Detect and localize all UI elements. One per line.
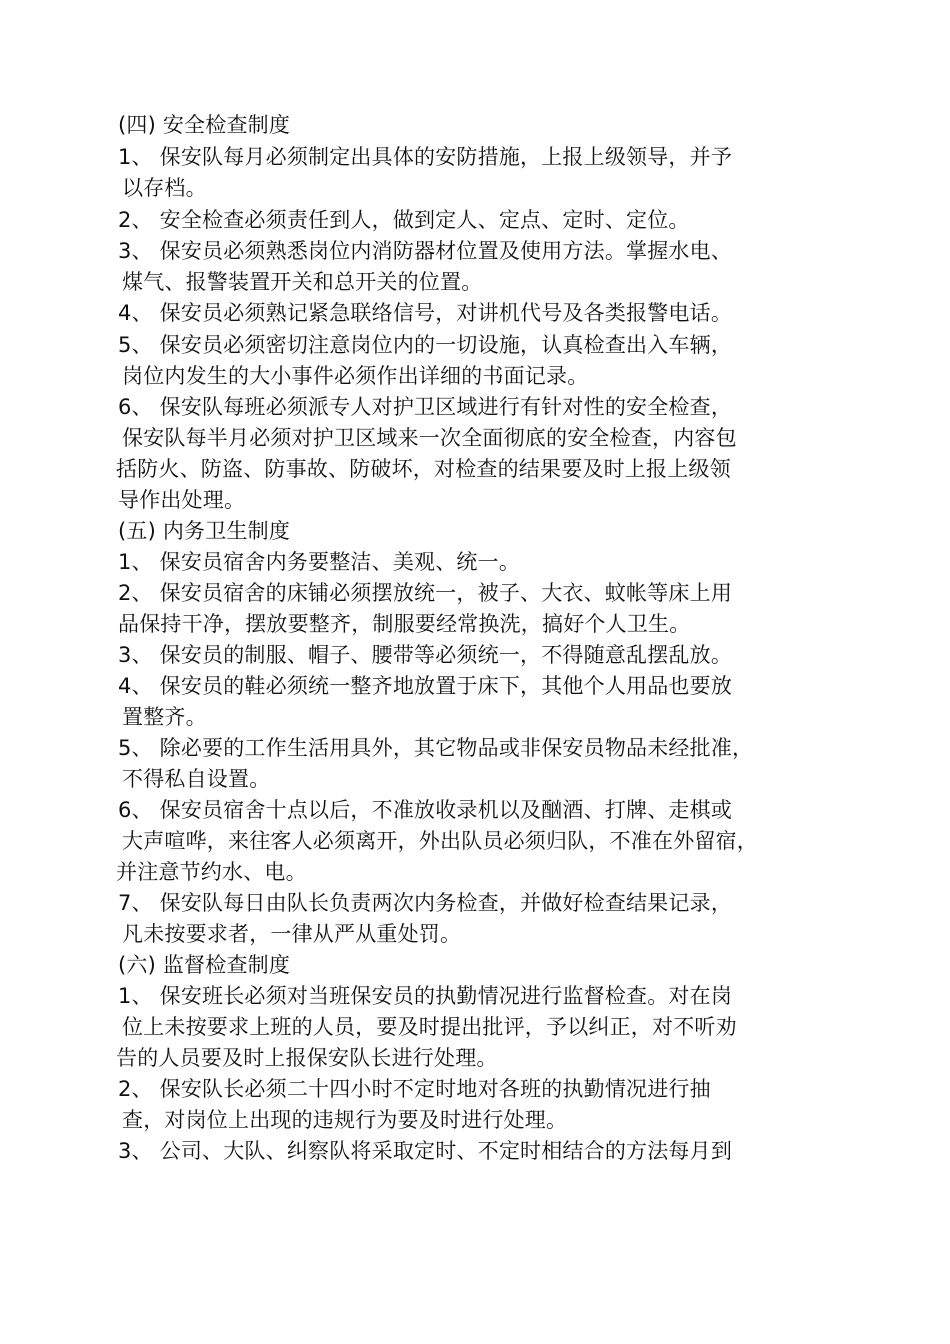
line: 4、 保安员的鞋必须统一整齐地放置于床下，其他个人用品也要放: [118, 674, 733, 698]
line: 位上未按要求上班的人员，要及时提出批评，予以纠正，对不听劝: [122, 1015, 737, 1039]
line: (六) 监督检查制度: [118, 953, 291, 977]
line: (四) 安全检查制度: [118, 113, 291, 137]
line: 导作出处理。: [118, 488, 246, 512]
line: 3、 保安员必须熟悉岗位内消防器材位置及使用方法。掌握水电、: [118, 239, 733, 263]
line: 4、 保安员必须熟记紧急联络信号，对讲机代号及各类报警电话。: [118, 301, 733, 325]
line: 2、 保安队长必须二十四小时不定时地对各班的执勤情况进行抽: [118, 1077, 711, 1101]
line: 7、 保安队每日由队长负责两次内务检查，并做好检查结果记录，: [118, 891, 733, 915]
line: 3、 保安员的制服、帽子、腰带等必须统一，不得随意乱摆乱放。: [118, 643, 733, 667]
line: 保安队每半月必须对护卫区域来一次全面彻底的安全检查，内容包: [122, 426, 737, 450]
line: 查，对岗位上出现的违规行为要及时进行处理。: [122, 1108, 568, 1132]
line: 2、 安全检查必须责任到人，做到定人、定点、定时、定位。: [118, 208, 690, 232]
line: 5、 除必要的工作生活用具外，其它物品或非保安员物品未经批准，: [118, 736, 754, 760]
line: 6、 保安员宿舍十点以后，不准放收录机以及酗酒、打牌、走棋或: [118, 798, 733, 822]
line: 凡未按要求者，一律从严从重处罚。: [122, 922, 462, 946]
line: 5、 保安员必须密切注意岗位内的一切设施，认真检查出入车辆，: [118, 333, 733, 357]
line: 大声喧哗，来往客人必须离开，外出队员必须归队，不准在外留宿，: [122, 829, 758, 853]
line: 1、 保安班长必须对当班保安员的执勤情况进行监督检查。对在岗: [118, 984, 733, 1008]
line: (五) 内务卫生制度: [118, 519, 291, 543]
line: 品保持干净，摆放要整齐，制服要经常换洗，搞好个人卫生。: [118, 612, 691, 636]
line: 以存档。: [122, 176, 207, 200]
line: 2、 保安员宿舍的床铺必须摆放统一，被子、大衣、蚊帐等床上用: [118, 581, 733, 605]
line: 1、 保安员宿舍内务要整洁、美观、统一。: [118, 550, 521, 574]
line: 岗位内发生的大小事件必须作出详细的书面记录。: [122, 364, 589, 388]
line: 煤气、报警装置开关和总开关的位置。: [122, 270, 483, 294]
line: 告的人员要及时上报保安队长进行处理。: [116, 1046, 498, 1070]
line: 并注意节约水、电。: [116, 860, 307, 884]
line: 置整齐。: [122, 705, 207, 729]
line: 6、 保安队每班必须派专人对护卫区域进行有针对性的安全检查，: [118, 395, 733, 419]
line: 3、 公司、大队、纠察队将采取定时、不定时相结合的方法每月到: [118, 1139, 733, 1163]
line: 括防火、防盗、防事故、防破坏，对检查的结果要及时上报上级领: [116, 457, 731, 481]
line: 不得私自设置。: [122, 767, 271, 791]
line: 1、 保安队每月必须制定出具体的安防措施，上报上级领导，并予: [118, 145, 733, 169]
